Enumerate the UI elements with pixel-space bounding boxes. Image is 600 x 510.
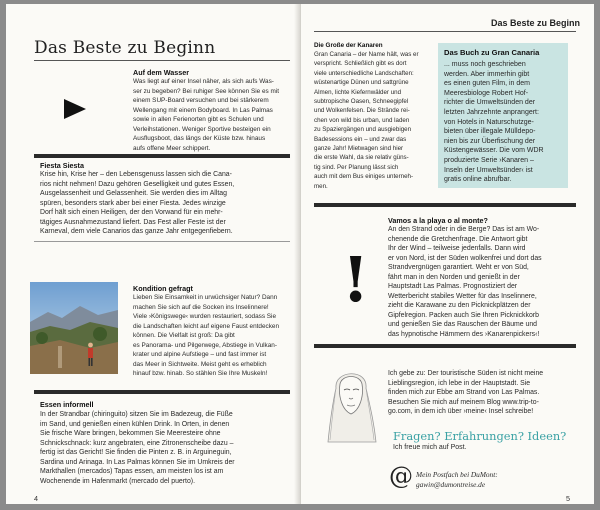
mailbox-label: Mein Postfach bei DuMont:: [416, 470, 498, 479]
header-rule: [314, 31, 576, 32]
section-divider: [34, 154, 290, 158]
section-body: Was liegt auf einer Insel näher, als sich aufs Was- ser zu begeben? Bei ruhiger See können Sie es mit einem SUP-Board versuchen und bei stärkerem Wellengang mit einem Bodyboard. In Las Palmas sowie in allen Ferienorten gibt es Schulen und Verleihstationen. Weniger Sportive besteigen ein Ausflugsboot, das längs der Küste bzw. hinaus aufs offene Meer schippert.: [133, 78, 280, 152]
section-title: Auf dem Wasser: [133, 68, 190, 77]
page-number: 4: [34, 494, 38, 503]
email-link[interactable]: gawin@dumontreise.de: [416, 480, 486, 489]
title-rule: [34, 60, 290, 61]
page-number: 5: [566, 494, 570, 503]
section-divider: [34, 390, 290, 394]
section-divider: [34, 241, 290, 242]
exclamation-icon: !: [342, 243, 370, 316]
section-title: Vamos a la playa o al monte?: [388, 216, 488, 225]
section-body: Gran Canaria – der Name hält, was er verspricht. Schließlich gibt es dort viele unterschiedliche Landschaften: wüstenartige Dünen und sattgrüne Almen, lichte Kiefernwälder und subtropische Oasen, Schneegipfel und Wolkenfelsen. Die Strände rei- chen von wild bis urban, und laden zu Spaziergängen und ausgiebigen Badesessions ein – und zwar das ganze Jahr! Mietwagen sind hier die erste Wahl, da sie relativ güns- tig sind. Per Planung lässt sich auch mit dem Bus einiges unterneh- men.: [314, 51, 419, 190]
section-title: Fiesta Siesta: [40, 161, 84, 170]
section-body: Lieben Sie Einsamkeit in urwüchsiger Natur? Dann machen Sie sich auf die Socken ins Inselinnere! Viele ›Königswege‹ wurden restauriert, sodass Sie die Landschaften leicht auf eigene Faust entdecken können. Die Vielfalt ist groß: Da gibt es Panorama- und Pilgerwege, Abstiege in Vulkan- krater und alpine Aufstiege – und fast immer ist das Meer in Sichtweite. Meist geht es erheblich hinauf bzw. hinab. So stählen Sie Ihre Muskeln!: [133, 294, 280, 377]
section-divider: [314, 203, 576, 207]
section-title: Essen informell: [40, 400, 94, 409]
arrow-right-icon: [64, 99, 86, 119]
author-portrait: [320, 362, 382, 444]
at-sign-icon: @: [389, 462, 413, 490]
author-text: Ich gebe zu: Der touristische Süden ist nicht meine Lieblingsregion, ich lebe in der Hauptstadt. Sie finden mich zur Ebbe am Strand von Las Palmas. Besuchen Sie mich auf meinem Blog www.trip-to- go.com, in dem ich über ›meine‹ Insel schreibe!: [388, 370, 544, 415]
infobox-title: Das Buch zu Gran Canaria: [444, 48, 540, 57]
section-body: An den Strand oder in die Berge? Das ist am Wo- chenende die Gretchenfrage. Die Antwort gibt Ihr der Wind – teilweise jedenfalls. Dann wird er von Nord, ist der Süden wolkenfrei und dort das Strandvergnügen garantiert. Weht er von Süd, fährt man in den Norden und genießt in der Hauptstadt Las Palmas. Prognostiziert der Wetterbericht stabiles Wetter für das Inselinnere, zieht die Karawane zu den Picknickplätzen der Gipfelregion. Packen auch Sie Ihren Picknickkorb und genießen Sie das Rauschen der Bäume und das hypnotische Hämmern des ›Kanarenpickers‹!: [388, 226, 542, 338]
infobox-text: ... muss noch geschrieben werden. Aber immerhin gibt es einen guten Film, in dem Meeresbiologe Robert Hof- richter die Umweltsünden der letzten Jahrzehnte anprangert: von Hotels in Naturschutzge- bieten über illegale Mülldepo- nien bis zur Überfischung der Küstengewässer. Die vom WDR produzierte Serie ›Kanaren – Inseln der Umweltsünder‹ ist gratis online abrufbar.: [444, 61, 544, 184]
section-body: Krise hin, Krise her – den Lebensgenuss lassen sich die Cana- rios nicht nehmen! Dazu gehören Geselligkeit und gutes Essen, Ausgelassenheit und Gelassenheit. Sie werden dies im Alltag spüren, besonders stark aber bei einer Fiesta. Jedes winzige Dorf hält sich einen Heiligen, der den Vorwand für ein mehr- tägiges Ausnahmezustand liefert. Das Fest aller Feste ist der Karneval, dem viele Canarios das ganze Jahr entgegenfiebern.: [40, 171, 235, 235]
section-divider: [314, 344, 576, 348]
contact-heading: Fragen? Erfahrungen? Ideen?: [393, 429, 567, 443]
book-spread: [6, 4, 594, 504]
section-body: In der Strandbar (chiringuito) sitzen Sie im Badezeug, die Füße im Sand, und genießen einen kühlen Drink. In Orten, in denen Sie frische Ware bringen, bekommen Sie Meeresteire ohne Schnickschnack: kurz angebraten, eine Zitronenscheibe dazu – fertig ist das Gericht! Sie finden die Pinten z. B. in Arguineguin, Sardina und Arinaga. In Las Palmas können Sie im Umkreis der Markthallen (mercados) Tapas essen, am meisten los ist am Wochenende im Hafenmarkt (mercado del puerto).: [40, 411, 235, 485]
left-page: [6, 4, 299, 504]
page-title: Das Beste zu Beginn: [34, 38, 216, 58]
contact-subheading: Ich freue mich auf Post.: [393, 444, 467, 451]
running-header: Das Beste zu Beginn: [490, 18, 580, 28]
section-title: Die Große der Kanaren: [314, 42, 383, 49]
book-infobox: [438, 43, 568, 188]
section-title: Kondition gefragt: [133, 284, 193, 293]
hiker-photo: [30, 282, 118, 374]
